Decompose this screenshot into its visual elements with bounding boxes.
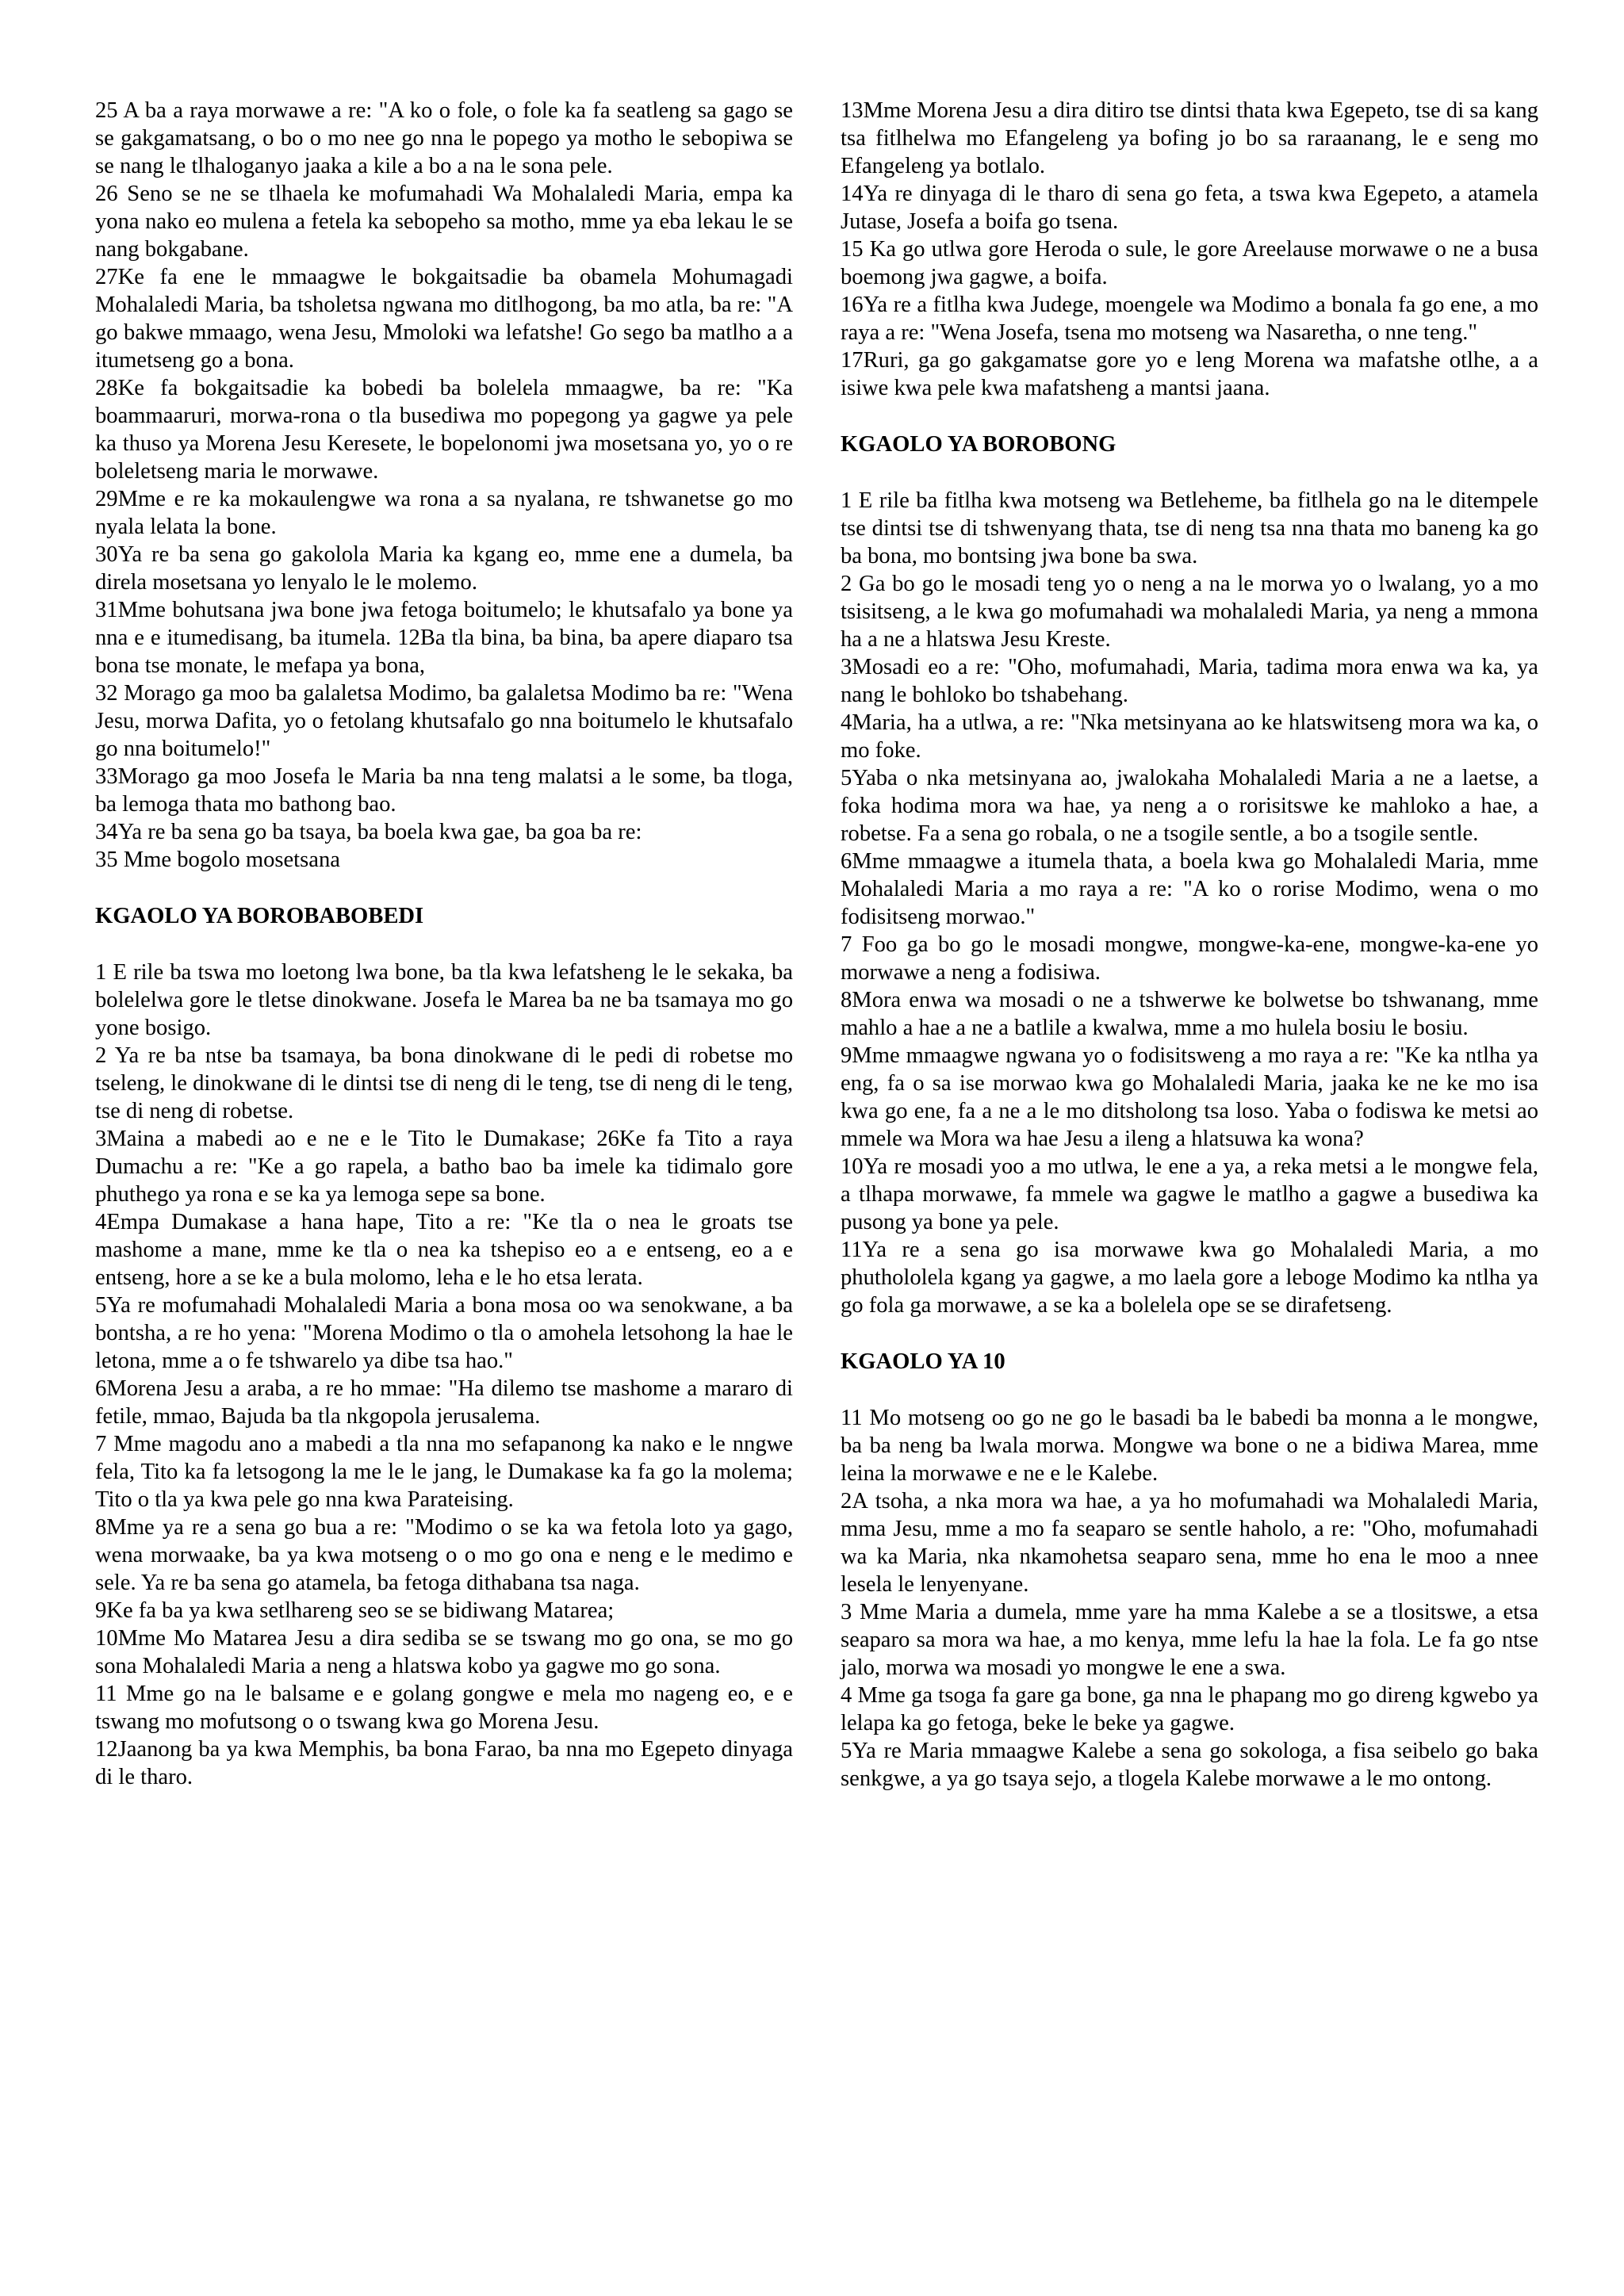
paragraph: 14Ya re dinyaga di le tharo di sena go feta, a tswa kwa Egepeto, a atamela Jutase, Josefa a boifa go tsena. — [841, 182, 1538, 234]
left-column — [95, 97, 793, 2237]
paragraph: 7 Mme magodu ano a mabedi a tla nna mo sefapanong ka nako e le nngwe fela, Tito ka fa letsogong la me le le jang, le Dumakase ka fa go la molema; Tito o tla ya kwa pele go nna kwa Parateising. — [95, 1432, 793, 1512]
paragraph: 3 Mme Maria a dumela, mme yare ha mma Kalebe a se a tlositswe, a etsa seaparo sa mora wa hae, a mo kenya, mme lefu la hae la fola. Le fa go ntse jalo, morwa wa mosadi yo mongwe le ene a swa. — [841, 1600, 1538, 1680]
document-page — [95, 97, 1538, 2237]
paragraph: 4Maria, ha a utlwa, a re: "Nka metsinyana ao ke hlatswitseng mora wa ka, o mo foke. — [841, 710, 1538, 763]
paragraph: 1 E rile ba tswa mo loetong lwa bone, ba tla kwa lefatsheng le le sekaka, ba bolelelwa gore le tletse dinokwane. Josefa le Marea ba ne ba tsamaya mo go yone bosigo. — [95, 960, 793, 1040]
paragraph: 33Morago ga moo Josefa le Maria ba nna teng malatsi a le some, ba tloga, ba lemoga thata mo bathong bao. — [95, 764, 793, 817]
paragraph: 3Maina a mabedi ao e ne e le Tito le Dumakase; 26Ke fa Tito a raya Dumachu a re: "Ke a go rapela, a batho bao ba imele ka tidimalo gore phuthego ya rona e se ka ya lemoga sepe sa bone. — [95, 1127, 793, 1207]
chapter-heading: KGAOLO YA BOROBONG — [841, 432, 1116, 457]
paragraph: 1 E rile ba fitlha kwa motseng wa Betleheme, ba fitlhela go na le ditempele tse dintsi tse di tshwenyang thata, tse di neng tsa nna thata mo baneng ka go ba bona, mo bontsing jwa bone ba swa. — [841, 488, 1538, 568]
paragraph: 27Ke fa ene le mmaagwe le bokgaitsadie ba obamela Mohumagadi Mohalaledi Maria, ba tsholetsa ngwana mo ditlhogong, ba mo atla, ba re: "A go bakwe mmaago, wena Jesu, Mmoloki wa lefatshe! Go sego ba matlho a a itumetseng go a bona. — [95, 265, 793, 373]
paragraph: 5Yaba o nka metsinyana ao, jwalokaha Mohalaledi Maria a ne a laetse, a foka hodima mora wa hae, ya neng a o rorisitswe ke mahloko a hae, a robetse. Fa a sena go robala, o ne a tsogile sentle, a bo a tsogile sentle. — [841, 766, 1538, 846]
paragraph: 9Ke fa ba ya kwa setlhareng seo se se bidiwang Matarea; — [95, 1598, 615, 1623]
paragraph: 15 Ka go utlwa gore Heroda o sule, le gore Areelause morwawe o ne a busa boemong jwa gagwe, a boifa. — [841, 237, 1538, 289]
paragraph: 8Mme ya re a sena go bua a re: "Modimo o se ka wa fetola loto ya gago, wena morwaake, ba ya kwa motseng o o mo go ona e neng e le medimo e sele. Ya re ba sena go atamela, ba fetoga dithabana tsa naga. — [95, 1515, 793, 1595]
paragraph: 34Ya re ba sena go ba tsaya, ba boela kwa gae, ba goa ba re: — [95, 820, 642, 844]
paragraph: 26 Seno se ne se tlhaela ke mofumahadi Wa Mohalaledi Maria, empa ka yona nako eo mulena a fetela ka sebopeho sa motho, mme ya eba lekau le se nang bokgabane. — [95, 182, 793, 262]
paragraph: 5Ya re Maria mmaagwe Kalebe a sena go sokologa, a fisa seibelo go baka senkgwe, a ya go tsaya sejo, a tlogela Kalebe morwawe a le mo ontong. — [841, 1739, 1538, 1791]
paragraph: 3Mosadi eo a re: "Oho, mofumahadi, Maria, tadima mora enwa wa ka, ya nang le bohloko bo tshabehang. — [841, 655, 1538, 707]
paragraph: 11 Mme go na le balsame e e golang gongwe e mela mo nageng eo, e e tswang mo mofutsong o o tswang kwa go Morena Jesu. — [95, 1682, 793, 1734]
paragraph: 16Ya re a fitlha kwa Judege, moengele wa Modimo a bonala fa go ene, a mo raya a re: "Wena Josefa, tsena mo motseng wa Nasaretha, o nne teng." — [841, 293, 1538, 345]
paragraph: 12Jaanong ba ya kwa Memphis, ba bona Farao, ba nna mo Egepeto dinyaga di le tharo. — [95, 1737, 793, 1789]
paragraph: 4 Mme ga tsoga fa gare ga bone, ga nna le phapang mo go direng kgwebo ya lelapa ka go fetoga, beke le beke ya gagwe. — [841, 1683, 1538, 1735]
paragraph: 8Mora enwa wa mosadi o ne a tshwerwe ke bolwetse bo tshwanang, mme mahlo a hae a ne a batlile a kwalwa, mme a mo hulela bosiu le bosiu. — [841, 988, 1538, 1040]
paragraph: 28Ke fa bokgaitsadie ka bobedi ba bolelela mmaagwe, ba re: "Ka boammaaruri, morwa-rona o tla busediwa mo popegong ya gagwe ya pele ka thuso ya Morena Jesu Keresete, le bopelonomi jwa mosetsana yo, yo o re boleletseng maria le morwawe. — [95, 376, 793, 484]
paragraph: 17Ruri, ga go gakgamatse gore yo e leng Morena wa mafatshe otlhe, a a isiwe kwa pele kwa mafatsheng a mantsi jaana. — [841, 348, 1538, 400]
paragraph: 9Mme mmaagwe ngwana yo o fodisitsweng a mo raya a re: "Ke ka ntlha ya eng, fa o sa ise morwao kwa go Mohalaledi Maria, jaaka ke ne ke mo isa kwa go ene, fa a ne a le mo ditsholong tsa loso. Yaba o fodiswa ke metsi ao mmele wa Mora wa hae Jesu a ileng a hlatsuwa ka wona? — [841, 1043, 1538, 1151]
paragraph: 31Mme bohutsana jwa bone jwa fetoga boitumelo; le khutsafalo ya bone ya nna e e itumedisang, ba itumela. 12Ba tla bina, ba bina, ba apere diaparo tsa bona tse monate, le mefapa ya bona, — [95, 598, 793, 678]
right-column — [841, 97, 1538, 2237]
paragraph: 10Mme Mo Matarea Jesu a dira sediba se se tswang mo go ona, se mo go sona Mohalaledi Maria a neng a hlatswa kobo ya gagwe mo go sona. — [95, 1626, 793, 1678]
paragraph: 2A tsoha, a nka mora wa hae, a ya ho mofumahadi wa Mohalaledi Maria, mma Jesu, mme a mo fa seaparo se sentle haholo, a re: "Oho, mofumahadi wa ka Maria, nka nkamohetsa seaparo sena, mme ho ena le moo a nnee lesela le lenyenyane. — [841, 1489, 1538, 1597]
paragraph: 4Empa Dumakase a hana hape, Tito a re: "Ke tla o nea le groats tse mashome a mane, mme ke tla o nea ka tshepiso eo a e entseng, eo a e entseng, hore a se ke a bula molomo, leha e le ho etsa lerata. — [95, 1210, 793, 1290]
chapter-heading: KGAOLO YA BOROBABOBEDI — [95, 904, 424, 928]
chapter-heading: KGAOLO YA 10 — [841, 1349, 1005, 1374]
paragraph: 32 Morago ga moo ba galaletsa Modimo, ba galaletsa Modimo ba re: "Wena Jesu, morwa Dafita, yo o fetolang khutsafalo go nna boitumelo le khutsafalo go nna boitumelo!" — [95, 681, 793, 761]
paragraph: 13Mme Morena Jesu a dira ditiro tse dintsi thata kwa Egepeto, tse di sa kang tsa fitlhelwa mo Efangeleng ya bofing jo bo sa raraanang, le e seng mo Efangeleng ya botlalo. — [841, 98, 1538, 178]
paragraph: 6Morena Jesu a araba, a re ho mmae: "Ha dilemo tse mashome a mararo di fetile, mmao, Bajuda ba tla nkgopola jerusalema. — [95, 1376, 793, 1429]
paragraph: 11 Mo motseng oo go ne go le basadi ba le babedi ba monna a le mongwe, ba ba neng ba lwala morwa. Mongwe wa bone o ne a bidiwa Marea, mme leina la morwawe e ne e le Kalebe. — [841, 1406, 1538, 1486]
paragraph: 35 Mme bogolo mosetsana — [95, 848, 340, 872]
paragraph: 25 A ba a raya morwawe a re: "A ko o fole, o fole ka fa seatleng sa gago se se gakgamatsang, o bo o mo nee go nna le popego ya motho le sebopiwa se se nang le tlhaloganyo jaaka a kile a bo a na le sona pele. — [95, 98, 793, 178]
paragraph: 5Ya re mofumahadi Mohalaledi Maria a bona mosa oo wa senokwane, a ba bontsha, a re ho yena: "Morena Modimo o tla o amohela letsohong la hae le letona, mme a o fe tshwarelo ya dibe tsa hao." — [95, 1293, 793, 1373]
paragraph: 29Mme e re ka mokaulengwe wa rona a sa nyalana, re tshwanetse go mo nyala lelata la bone. — [95, 487, 793, 539]
paragraph: 7 Foo ga bo go le mosadi mongwe, mongwe-ka-ene, mongwe-ka-ene yo morwawe a neng a fodisiwa. — [841, 932, 1538, 985]
paragraph: 6Mme mmaagwe a itumela thata, a boela kwa go Mohalaledi Maria, mme Mohalaledi Maria a mo raya a re: "A ko o rorise Modimo, wena o mo fodisitseng morwao." — [841, 849, 1538, 929]
paragraph: 10Ya re mosadi yoo a mo utlwa, le ene a ya, a reka metsi a le mongwe fela, a tlhapa morwawe, fa mmele wa gagwe le matlho a gagwe a busediwa ka pusong ya bone ya pele. — [841, 1154, 1538, 1234]
paragraph: 2 Ga bo go le mosadi teng yo o neng a na le morwa yo o lwalang, yo a mo tsisitseng, a le kwa go mofumahadi wa mohalaledi Maria, ya neng a mmona ha a ne a hlatswa Jesu Kreste. — [841, 572, 1538, 652]
paragraph: 30Ya re ba sena go gakolola Maria ka kgang eo, mme ene a dumela, ba direla mosetsana yo lenyalo le le molemo. — [95, 542, 793, 595]
paragraph: 2 Ya re ba ntse ba tsamaya, ba bona dinokwane di le pedi di robetse mo tseleng, le dinokwane di le dintsi tse di neng di le teng, tse di neng di le teng, tse di neng di robetse. — [95, 1043, 793, 1123]
paragraph: 11Ya re a sena go isa morwawe kwa go Mohalaledi Maria, a mo phuthololela kgang ya gagwe, a mo laela gore a leboge Modimo ka ntlha ya go fola ga morwawe, a se ka a bolelela ope se se dirafetseng. — [841, 1238, 1538, 1318]
